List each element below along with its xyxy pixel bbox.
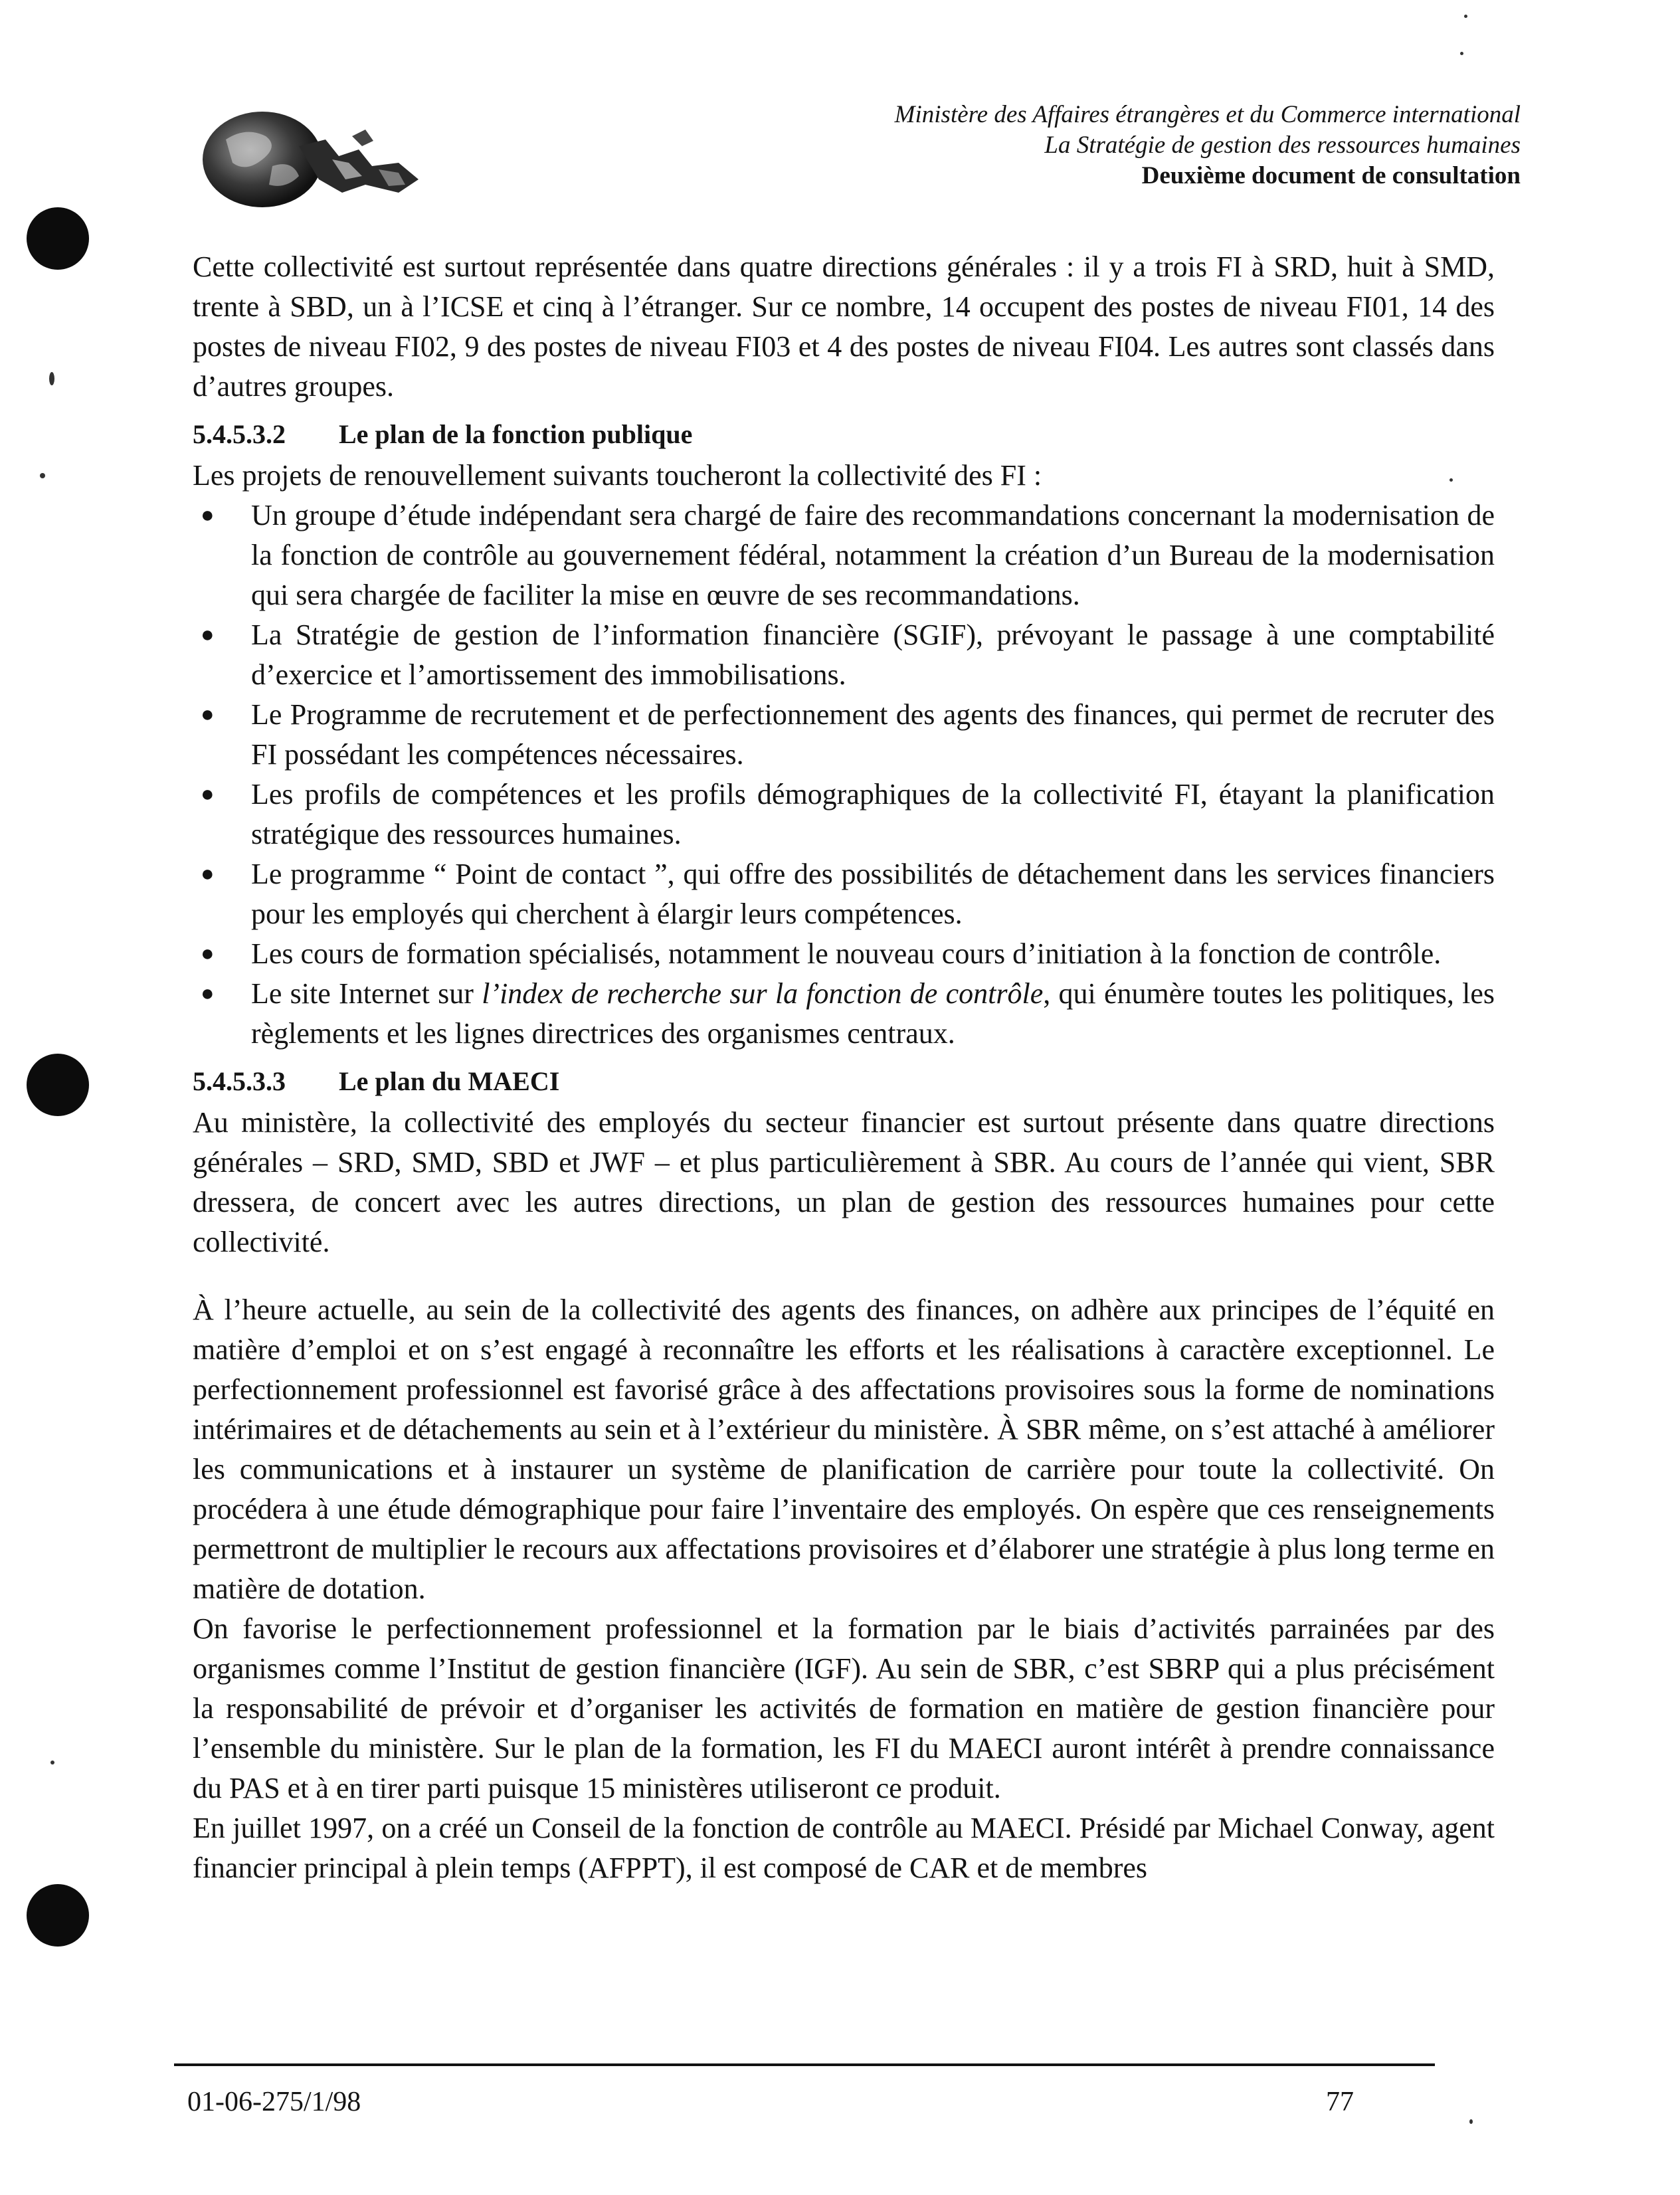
section-title: Le plan du MAECI [339, 1066, 560, 1096]
paragraph: Au ministère, la collectivité des employés du secteur financier est surtout présente dans quatre directions générales – SRD, SMD, SBD et JWF – et plus particulièrement à SBR. Au cours de l’année qui vient, SBR dressera, de concert avec les autres directions, un plan de gestion des ressources humaines pour cette collectivité. [193, 1106, 1495, 1258]
bullet-icon: ● [201, 862, 215, 886]
website-title: l’index de recherche sur la fonction de contrôle [482, 977, 1044, 1010]
page-number: 77 [1326, 2087, 1354, 2117]
punch-hole-top [27, 207, 89, 270]
intro-paragraph: Cette collectivité est surtout représentée dans quatre directions générales : il y a trois FI à SRD, huit à SMD, trente à SBD, un à l’ICSE et cinq à l’étranger. Sur ce nombre, 14 occupent des postes de niveau FI01, 14 des postes de niveau FI02, 9 des postes de niveau FI03 et 4 des postes de niveau FI04. Les autres sont classés dans d’autres groupes. [193, 250, 1495, 403]
punch-hole-middle [27, 1054, 89, 1116]
scan-speck [1469, 2119, 1473, 2124]
section-title: Le plan de la fonction publique [339, 419, 693, 449]
header-ministry: Ministère des Affaires étrangères et du Commerce international [894, 101, 1521, 128]
footer-rule [174, 2063, 1435, 2066]
section-lead: Les projets de renouvellement suivants toucheront la collectivité des FI : [193, 459, 1042, 492]
list-item [193, 854, 1495, 934]
list-item-text: Les profils de compétences et les profils démographiques de la collectivité FI, étayant la planification stratégique des ressources humaines. [251, 778, 1495, 850]
document-number: 01-06-275/1/98 [187, 2087, 361, 2117]
list-item [193, 974, 1495, 1054]
bullet-icon: ● [201, 782, 215, 807]
list-item [193, 695, 1495, 775]
bullet-icon: ● [201, 981, 215, 1006]
list-item-text: Le Programme de recrutement et de perfectionnement des agents des finances, qui permet de recruter des FI possédant les compétences nécessaires. [251, 698, 1495, 771]
list-item-text-before: Le site Internet sur [251, 977, 482, 1010]
bullet-icon: ● [201, 941, 215, 966]
list-item [193, 934, 1495, 974]
paragraph: On favorise le perfectionnement professionnel et la formation par le biais d’activités parrainées par des organismes comme l’Institut de gestion financière (IGF). Au sein de SBR, c’est SBRP qui a plus précisément la responsabilité de prévoir et d’organiser les activités de formation en matière de gestion financière pour l’ensemble du ministère. Sur le plan de la formation, les FI du MAECI auront intérêt à prendre connaissance du PAS et à en tirer parti puisque 15 ministères utiliseront ce produit. [193, 1612, 1495, 1804]
scan-speck [1464, 15, 1467, 18]
punch-hole-bottom [27, 1884, 89, 1947]
section-heading-public-service [193, 413, 1495, 456]
scan-speck [1460, 52, 1463, 55]
header-document-label: Deuxième document de consultation [1141, 162, 1521, 189]
section-number: 5.4.5.3.3 [193, 1066, 286, 1096]
list-item [193, 496, 1495, 615]
scan-speck [40, 473, 45, 478]
list-item-text: La Stratégie de gestion de l’information financière (SGIF), prévoyant le passage à une comptabilité d’exercice et l’amortissement des immobilisations. [251, 619, 1495, 691]
list-item-text: Les cours de formation spécialisés, notamment le nouveau cours d’initiation à la fonction de contrôle. [251, 937, 1442, 970]
document-body [193, 247, 1495, 1888]
list-item-text: Un groupe d’étude indépendant sera chargé de faire des recommandations concernant la modernisation de la fonction de contrôle au gouvernement fédéral, notamment la création d’un Bureau de la modernisation qui sera chargée de faciliter la mise en œuvre de ses recommandations. [251, 499, 1495, 611]
section-heading-maeci-plan [193, 1060, 1495, 1103]
scan-speck [49, 372, 54, 385]
bullet-icon: ● [201, 702, 215, 727]
renewal-projects-list [193, 496, 1495, 1054]
paragraph: À l’heure actuelle, au sein de la collectivité des agents des finances, on adhère aux principes de l’équité en matière d’emploi et on s’est engagé à reconnaître les efforts et les réalisations à caractère exceptionnel. Le perfectionnement professionnel est favorisé grâce à des affectations provisoires sous la forme de nominations intérimaires et de détachements au sein et à l’extérieur du ministère. À SBR même, on s’est attaché à améliorer les communications et à instaurer un système de planification de carrière pour toute la collectivité. On procédera à une étude démographique pour faire l’inventaire des employés. On espère que ces renseignements permettront de multiplier le recours aux affectations provisoires et d’élaborer une stratégie à plus long terme en matière de dotation. [193, 1293, 1495, 1605]
list-item [193, 775, 1495, 854]
paragraph: En juillet 1997, on a créé un Conseil de la fonction de contrôle au MAECI. Présidé par Michael Conway, agent financier principal à plein temps (AFPPT), il est composé de CAR et de membres [193, 1812, 1495, 1884]
section-number: 5.4.5.3.2 [193, 419, 286, 449]
bullet-icon: ● [201, 503, 215, 527]
list-item-text-after: , qui énumère toutes les politiques, les règlements et les lignes directrices des organismes centraux. [251, 977, 1495, 1050]
bullet-icon: ● [201, 622, 215, 647]
ministry-globe-logo [199, 100, 445, 213]
list-item-text: Le programme “ Point de contact ”, qui offre des possibilités de détachement dans les services financiers pour les employés qui cherchent à élargir leurs compétences. [251, 858, 1495, 930]
document-header [895, 100, 1521, 191]
header-strategy-title: La Stratégie de gestion des ressources humaines [1044, 132, 1521, 159]
list-item [193, 615, 1495, 695]
scan-speck [50, 1761, 54, 1765]
